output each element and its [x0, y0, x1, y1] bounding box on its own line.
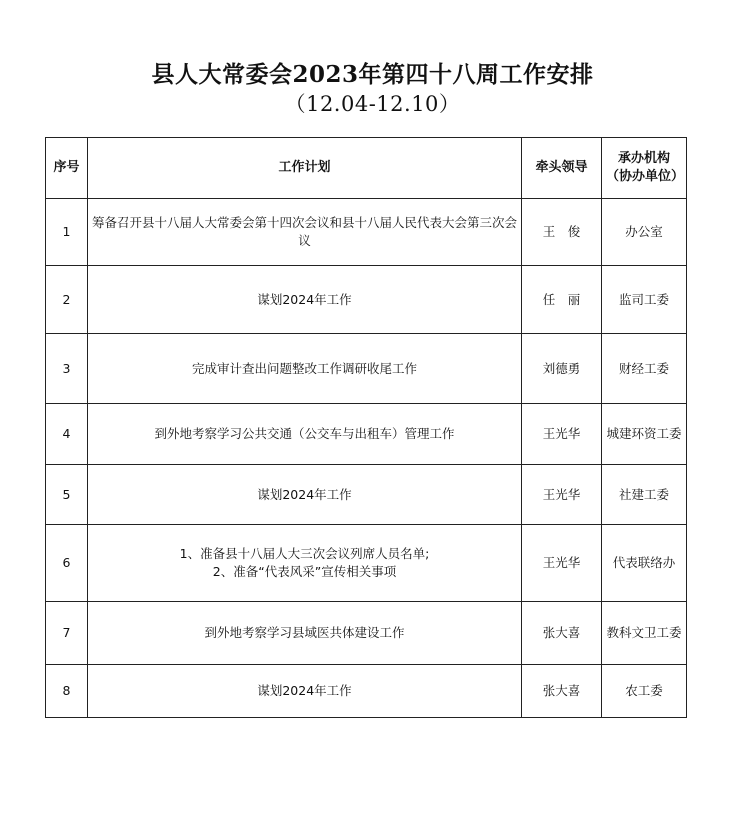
table-row — [46, 334, 687, 404]
header-dept: 承办机构（协办单位） — [602, 138, 687, 199]
cell-leader: 王光华 — [522, 465, 602, 525]
cell-dept: 农工委 — [602, 665, 687, 718]
cell-no: 7 — [46, 602, 88, 665]
table-row — [46, 465, 687, 525]
table-row — [46, 266, 687, 334]
cell-leader: 王光华 — [522, 404, 602, 465]
cell-plan: 到外地考察学习县域医共体建设工作 — [88, 602, 522, 665]
cell-leader: 王光华 — [522, 525, 602, 602]
cell-leader: 王 俊 — [522, 199, 602, 266]
header-plan: 工作计划 — [88, 138, 522, 199]
table-row — [46, 525, 687, 602]
cell-plan: 谋划2024年工作 — [88, 266, 522, 334]
cell-leader: 张大喜 — [522, 602, 602, 665]
table-row — [46, 404, 687, 465]
cell-leader: 张大喜 — [522, 665, 602, 718]
cell-dept: 社建工委 — [602, 465, 687, 525]
cell-dept: 代表联络办 — [602, 525, 687, 602]
cell-dept: 监司工委 — [602, 266, 687, 334]
cell-plan: 谋划2024年工作 — [88, 465, 522, 525]
cell-no: 2 — [46, 266, 88, 334]
table-row — [46, 602, 687, 665]
header-no: 序号 — [46, 138, 88, 199]
cell-dept: 财经工委 — [602, 334, 687, 404]
page-subtitle-date-range: （12.04-12.10） — [284, 92, 461, 116]
table-row — [46, 665, 687, 718]
cell-plan: 完成审计查出问题整改工作调研收尾工作 — [88, 334, 522, 404]
cell-no: 1 — [46, 199, 88, 266]
cell-plan: 筹备召开县十八届人大常委会第十四次会议和县十八届人民代表大会第三次会议 — [88, 199, 522, 266]
cell-plan: 1、准备县十八届人大三次会议列席人员名单; 2、准备“代表风采”宣传相关事项 — [88, 525, 522, 602]
cell-leader: 刘德勇 — [522, 334, 602, 404]
cell-dept: 城建环资工委 — [602, 404, 687, 465]
table-row — [46, 199, 687, 266]
table-header-row — [46, 138, 687, 199]
cell-dept: 办公室 — [602, 199, 687, 266]
cell-leader: 任 丽 — [522, 266, 602, 334]
page-title: 县人大常委会2023年第四十八周工作安排 — [151, 61, 594, 88]
cell-no: 5 — [46, 465, 88, 525]
header-leader: 牵头领导 — [522, 138, 602, 199]
cell-dept: 教科文卫工委 — [602, 602, 687, 665]
cell-no: 3 — [46, 334, 88, 404]
cell-plan: 到外地考察学习公共交通（公交车与出租车）管理工作 — [88, 404, 522, 465]
work-schedule-table — [45, 137, 687, 718]
cell-no: 4 — [46, 404, 88, 465]
cell-no: 6 — [46, 525, 88, 602]
cell-no: 8 — [46, 665, 88, 718]
cell-plan: 谋划2024年工作 — [88, 665, 522, 718]
